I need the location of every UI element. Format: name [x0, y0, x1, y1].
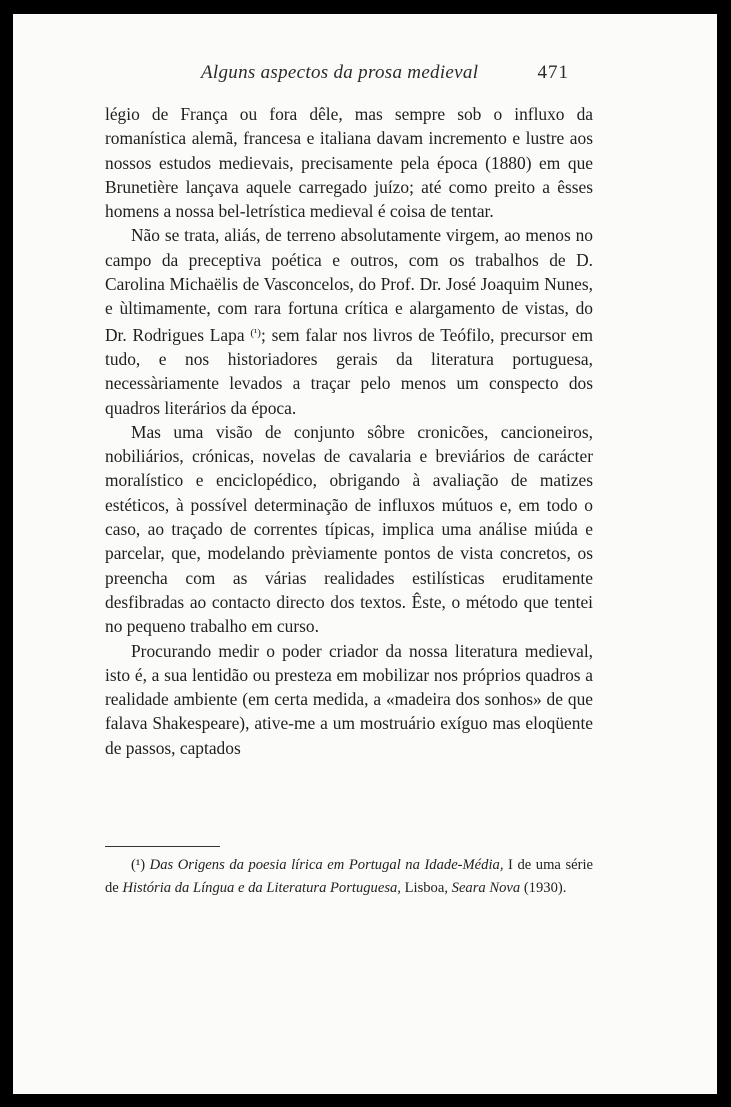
- footnote-series: História da Língua e da Literatura Portuguesa,: [122, 879, 401, 896]
- paragraph-1: légio de França ou fora dêle, mas sempre sob o influxo da romanística alemã, francesa e italiana davam incremento e lustre aos nossos estudos medievais, precisamente pela época (1880) em que Brunetière lançava aquele carregado juízo; até como preito a êsses homens a nossa bel-letrística medieval é coisa de tentar.: [105, 104, 593, 222]
- paragraph-4: Procurando medir o poder criador da nossa literatura medieval, isto é, a sua lentidão ou presteza em mobilizar nos próprios quadros a realidade ambiente (em certa medida, a «madeira dos sonhos» de que falava Shakespeare), ative-me a um mostruário exíguo mas eloqüente de passos, captados: [105, 640, 593, 758]
- paragraph-2: [105, 223, 593, 419]
- paragraph-3: Mas uma visão de conjunto sôbre cronicões, cancioneiros, nobiliários, crónicas, novelas de cavalaria e breviários de carácter moralístico e enciclopédico, obrigando à avaliação de matizes estéticos, à possível determinação de influxos mútuos e, em todo o caso, ao traçado de correntes típicas, implica uma análise miúda e parcelar, que, modelando prèviamente pontos de vista concretos, os preencha com as várias realidades estilísticas eruditamente desfibradas ao contacto directo dos textos. Êste, o método que tentei no pequeno trabalho em curso.: [105, 421, 593, 637]
- page-number: 471: [537, 62, 569, 83]
- footnote-year: (1930).: [523, 879, 567, 896]
- footnote-divider: [105, 846, 220, 847]
- footnote-marker: (¹): [131, 857, 146, 873]
- footnote-1: [105, 854, 593, 899]
- page-header: [13, 62, 717, 90]
- footnote-text-2: Lisboa,: [404, 879, 448, 896]
- running-title: Alguns aspectos da prosa medieval: [201, 62, 479, 83]
- footnote-reference: (¹): [250, 326, 261, 339]
- footnote-text-1: I de uma série de: [105, 857, 593, 896]
- book-page: [13, 14, 717, 1094]
- body-text: [105, 102, 593, 760]
- footnote-title: Das Origens da poesia lírica em Portugal na Idade-Média,: [149, 857, 504, 873]
- paragraph-2-text-b: ; sem falar nos livros de Teófilo, precursor em tudo, e nos historiadores gerais da literatura portuguesa, necessàriamente levados a traçar pelo menos um conspecto dos quadros literários da época.: [105, 324, 593, 418]
- footnote-publisher: Seara Nova: [451, 879, 521, 896]
- paragraph-2-text-a: Não se trata, aliás, de terreno absolutamente virgem, ao menos no campo da preceptiva poética e outros, com os trabalhos de D. Carolina Michaëlis de Vasconcelos, do Prof. Dr. José Joaquim Nunes, e ùltimamente, com rara fortuna crítica e alargamento de vistas, do Dr. Rodrigues Lapa: [105, 225, 593, 345]
- footnotes: [105, 854, 593, 899]
